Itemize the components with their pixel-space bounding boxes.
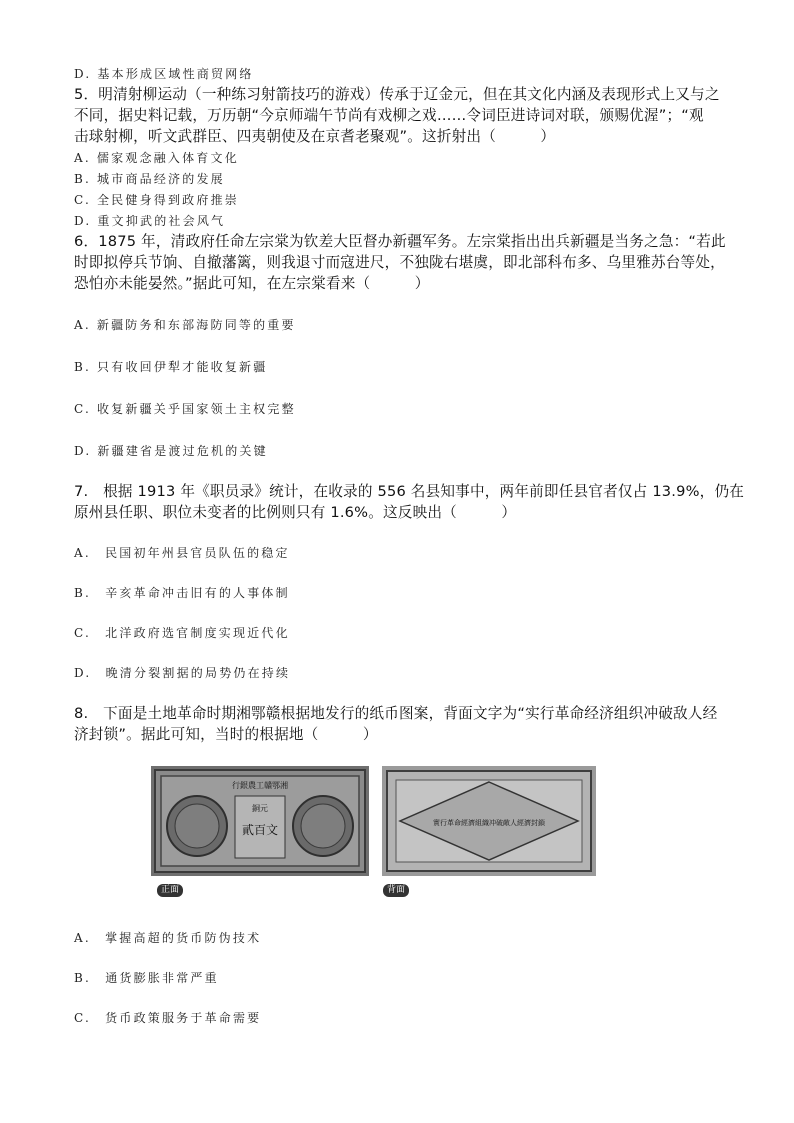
back-slogan-text: 實行革命經濟組織冲破敵人經濟封鎖 <box>433 819 545 827</box>
q5-stem-line1: 5．明清射柳运动（一种练习射箭技巧的游戏）传承于辽金元，但在其文化内涵及表现形式上又与之 <box>74 86 720 103</box>
q5-stem-line3: 击球射柳，听文武群臣、四夷朝使及在京耆老聚观”。这折射出（ ） <box>74 128 556 145</box>
q5-option-b: B. 城市商品经济的发展 <box>74 172 225 186</box>
q7-option-c: C. 北洋政府选官制度实现近代化 <box>74 626 290 640</box>
q5-option-a: A. 儒家观念融入体育文化 <box>74 151 239 165</box>
front-center-top-text: 銅元 <box>252 804 268 813</box>
q8-option-c: C. 货币政策服务于革命需要 <box>74 1011 262 1025</box>
q7-stem-line2: 原州县任职、职位未变者的比例则只有 1.6%。这反映出（ ） <box>74 504 517 521</box>
q6-option-b: B. 只有收回伊犁才能收复新疆 <box>74 360 268 374</box>
q6-stem-line3: 恐怕亦未能晏然。”据此可知，在左宗棠看来（ ） <box>74 275 430 292</box>
q8-option-a: A. 掌握高超的货币防伪技术 <box>74 931 262 945</box>
q5-option-d: D. 重文抑武的社会风气 <box>74 214 226 228</box>
q6-option-a: A. 新疆防务和东部海防同等的重要 <box>74 318 296 332</box>
q6-stem-line2: 时即拟停兵节饷、自撤藩篱，则我退寸而寇进尺，不独陇右堪虞，即北部科布多、乌里雅苏台等处， <box>74 254 725 271</box>
q8-stem-line1: 8. 下面是土地革命时期湘鄂赣根据地发行的纸币图案，背面文字为“实行革命经济组织冲破敌人经 <box>74 705 718 722</box>
q7-option-a: A. 民国初年州县官员队伍的稳定 <box>74 546 290 560</box>
q8-stem-line2: 济封锁”。据此可知，当时的根据地（ ） <box>74 726 378 743</box>
q5-stem-line2: 不同，据史料记载，万历朝“今京师端午节尚有戏柳之戏……令词臣进诗词对联，颁赐优渥”；“观 <box>74 107 704 124</box>
front-caption: 正面 <box>157 884 183 897</box>
q6-option-c: C. 收复新疆关乎国家领土主权完整 <box>74 402 296 416</box>
q5-option-c: C. 全民健身得到政府推崇 <box>74 193 239 207</box>
banknote-front-image <box>151 766 369 876</box>
banknote-back-image <box>382 766 596 876</box>
q6-option-d: D. 新疆建省是渡过危机的关键 <box>74 444 268 458</box>
q4-option-d: D. 基本形成区域性商贸网络 <box>74 67 254 81</box>
q8-option-b: B. 通货膨胀非常严重 <box>74 971 219 985</box>
q6-stem-line1: 6．1875 年，清政府任命左宗棠为钦差大臣督办新疆军务。左宗棠指出出兵新疆是当务之急：“若此 <box>74 233 726 250</box>
front-denomination-text: 貳百文 <box>241 823 279 837</box>
q7-stem-line1: 7. 根据 1913 年《职员录》统计，在收录的 556 名县知事中，两年前即任县官者仅占 13.9%，仍在 <box>74 483 745 500</box>
back-caption: 背面 <box>383 884 409 897</box>
front-top-text: 行銀農工贛鄂湘 <box>232 781 288 790</box>
q7-option-b: B. 辛亥革命冲击旧有的人事体制 <box>74 586 290 600</box>
q7-option-d: D. 晚清分裂割据的局势仍在持续 <box>74 666 291 680</box>
